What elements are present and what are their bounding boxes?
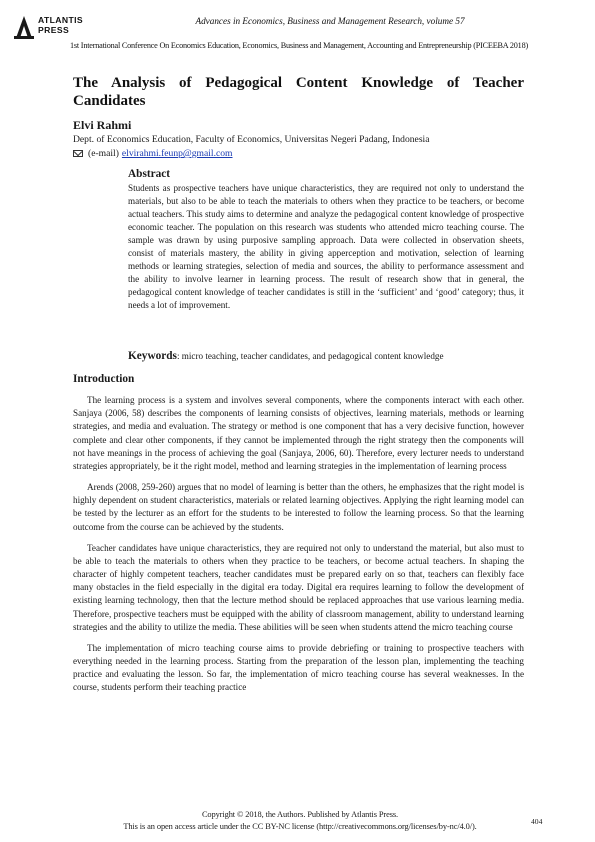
publisher-line-1: ATLANTIS [38, 15, 84, 25]
paragraph: Teacher candidates have unique characteristics, they are required not only to understand the material, but also must to be able to teach the materials to others when they practice to be teachers, or become actual teachers. In shaping the character of highly competent teachers, teacher candidates must be prepared early on so that, teachers can flexibly face many obstacles in the field especially in the digital era today. Digital era requires learning to follow the development of existing learning technology, then that the lecture method should be replaced approaches that use various learning media. Therefore, prospective teachers must be equipped with the ability of classroom management, ability to understand learning strategies and the ability to utilize the media. These abilities will be seen when students attend the micro teaching course [73, 542, 524, 632]
paragraph: The learning process is a system and involves several components, where the components interact with each other. Sanjaya (2006, 58) describes the components of learning consists of objectives, learning materials, methods or learning strategies, and media and evaluation. The strategy or method is one component that has a very decisive function, however complete and clear other components, if they cannot be implemented through the right strategy then the components will not have meanings in the process of achieving the goal (Sanjaya, 2006, 60). Therefore, every lecturer needs to understand strategies appropriately, be it the right model, method and learning strategies in the implementation of learning process [73, 395, 524, 472]
page-number: 404 [531, 817, 543, 826]
page-footer [60, 809, 543, 833]
copyright-notice: Copyright © 2018, the Authors. Published by Atlantis Press. [201, 810, 399, 819]
atlantis-logo-icon [14, 14, 34, 40]
journal-header: Advances in Economics, Business and Management Research, volume 57 [195, 16, 465, 26]
paragraph: Arends (2008, 259-260) argues that no model of learning is better than the others, he emphasizes that the right model is highly dependent on student characteristics, materials or related learning objectives. Applying the right learning model can be tested by the lecturer as an effort for the students to be interested to follow the learning process. So that the learning outcome from the course can be achieved by the students. [73, 482, 524, 532]
abstract-heading: Abstract [128, 168, 171, 180]
introduction-body [73, 394, 524, 702]
envelope-icon [73, 150, 83, 157]
keywords-row [128, 350, 528, 362]
keywords-list: : micro teaching, teacher candidates, and pedagogical content knowledge [176, 351, 444, 361]
introduction-heading: Introduction [73, 373, 135, 385]
abstract-text: Students as prospective teachers have unique characteristics, they are required not only to understand the materials, but also to be able to teach the materials to others when they practice to be teachers, or become actual teachers. This study aims to determine and analyze the pedagogical content knowledge of prospective economic teacher. The population on this research was students who attended micro teaching course. The sample was drawn by using purposive sampling approach. Data were collected in observation sheets, consist of materials mastery, the ability in giving apperception and motivation, selection of learning methods or learning strategies, selection of media and sources, the ability to performance assessment and the ability to involve learner in learning process. The result of research show that in general, the pedagogical content knowledge of teacher candidates is still in the ‘sufficient’ and ‘good’ category; thus, it needs a lot of improvement. [128, 183, 524, 310]
author-email-row [73, 148, 233, 159]
author-email-link[interactable]: elvirahmi.feunp@gmail.com [121, 148, 233, 159]
paragraph: The implementation of micro teaching course aims to provide debriefing or training to prospective teachers with everything needed in the learning process. Starting from the preparation of the lesson plan, implementing the teaching practice and evaluating the lesson. So far, the implementation of micro teaching course has several weaknesses. In the course, students perform their teaching practice [73, 642, 524, 693]
author-affiliation: Dept. of Economics Education, Faculty of Economics, Universitas Negeri Padang, Indonesia [73, 134, 430, 145]
keywords-label: Keywords [128, 350, 177, 362]
license-notice: This is an open access article under the CC BY-NC license (http://creativecommons.org/licenses/by-nc/4.0/). [123, 822, 477, 831]
publisher-name [38, 15, 83, 35]
conference-header: 1st International Conference On Economics Education, Economics, Business and Management, Accounting and Entrepreneurship (PICEEBA 2018) [70, 41, 528, 50]
paper-title: The Analysis of Pedagogical Content Knowledge of Teacher Candidates [73, 75, 524, 109]
email-prefix: (e-mail) [88, 148, 119, 159]
author-name: Elvi Rahmi [73, 118, 132, 132]
publisher-line-2: PRESS [38, 25, 70, 35]
